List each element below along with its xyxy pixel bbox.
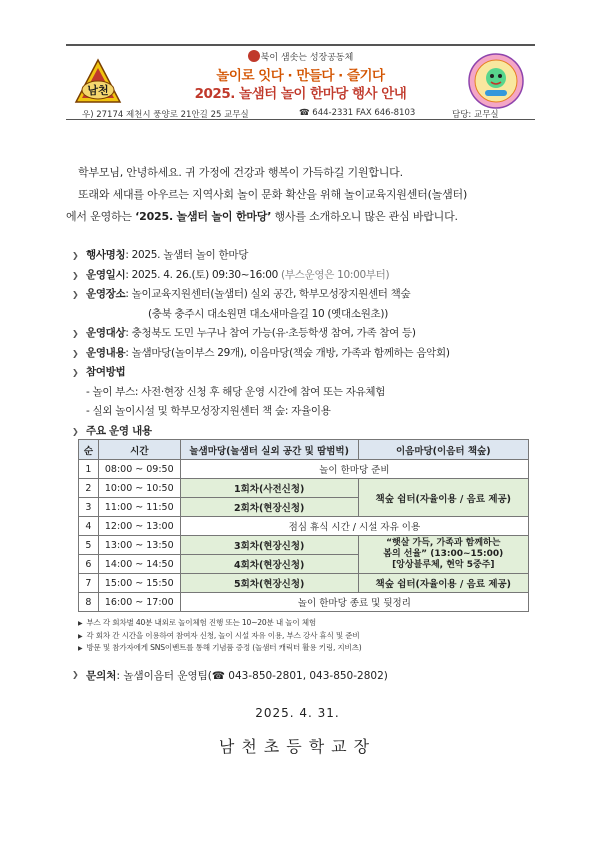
mini-logo-icon — [248, 50, 260, 62]
triangle-icon: ▶ — [78, 645, 83, 652]
detail-content: ❯ 운영내용: 놀샘마당(놀이부스 29개), 이음마당(책숲 개방, 가족과 함께하는 음악회) — [72, 344, 542, 364]
table-cell: 16:00 ~ 17:00 — [98, 593, 180, 612]
note-item: ▶ 부스 각 회차별 40분 내외로 놀이체험 진행 또는 10~20분 내 놀이 체험 — [78, 618, 316, 627]
table-cell: 3 — [79, 498, 99, 517]
table-row — [79, 517, 529, 536]
bullet-icon: ❯ — [72, 426, 79, 436]
table-cell: 6 — [79, 555, 99, 574]
concert-cell: “햇살 가득, 가족과 함께하는 봄의 선율” (13:00~15:00) [앙상블루체, 현악 5중주] — [358, 536, 528, 574]
schedule-table — [78, 439, 529, 612]
table-cell: 1회차(사전신청) — [180, 479, 358, 498]
signer: 남천초등학교장 — [218, 737, 377, 756]
intro-line-2: 또래와 세대를 아우르는 지역사회 놀이 문화 확산을 위해 놀이교육지원센터(놀샘터) — [78, 188, 468, 201]
note-item: ▶ 방문 및 참가자에게 SNS이벤트를 통해 기념품 증정 (놀샘터 캐릭터 활용 키링, 지비츠) — [78, 643, 362, 652]
detail-name: ❯ 행사명칭: 2025. 놀샘터 놀이 한마당 — [72, 246, 542, 266]
detail-schedule: ❯ 주요 운영 내용 — [72, 422, 542, 442]
bullet-icon: ❯ — [72, 368, 79, 377]
note-item: ▶ 각 회차 간 시간을 이용하여 참여자 신청, 놀이 시설 자유 이용, 부스 강사 휴식 및 준비 — [78, 630, 360, 640]
detail-place-address: (충북 충주시 대소원면 대소새마을길 10 (옛대소원초)) — [148, 307, 388, 320]
bullet-icon: ❯ — [72, 329, 79, 338]
triangle-icon: ▶ — [78, 620, 83, 627]
col-header-time: 시간 — [98, 440, 180, 460]
table-cell: 8 — [79, 593, 99, 612]
table-cell: 2회차(현장신청) — [180, 498, 358, 517]
table-cell: 1 — [79, 460, 99, 479]
table-cell: 4회차(현장신청) — [180, 555, 358, 574]
contact-bar — [66, 106, 535, 121]
motto — [66, 50, 535, 63]
table-notes — [78, 617, 529, 655]
inquiry: ❯ 문의처: 놀샘이음터 운영팀(☎ 043-850-2801, 043-850-2802) — [72, 670, 388, 682]
title-text: 놀샘터 놀이 한마당 행사 안내 — [239, 86, 407, 102]
table-row — [79, 593, 529, 612]
table-cell: 책숲 쉼터(자율이용 / 음료 제공) — [358, 574, 528, 593]
method-booth: - 놀이 부스: 사전·현장 신청 후 해당 운영 시간에 참여 또는 자유체험 — [86, 385, 386, 398]
table-cell: 08:00 ~ 09:50 — [98, 460, 180, 479]
table-cell: 2 — [79, 479, 99, 498]
triangle-icon: ▶ — [78, 632, 83, 640]
table-row — [79, 479, 529, 498]
table-row — [79, 536, 529, 555]
event-emblem — [467, 52, 525, 110]
table-row — [79, 460, 529, 479]
col-header-nolsaem: 놀샘마당(놀샘터 실외 공간 및 땀범벅) — [180, 440, 358, 460]
detail-method: ❯ 참여방법 — [72, 363, 542, 383]
bullet-icon: ❯ — [72, 348, 79, 358]
intro — [66, 162, 536, 228]
table-cell: 5회차(현장신청) — [180, 574, 358, 593]
title-year: 2025. — [194, 86, 235, 102]
col-header-ieum: 이음마당(이음터 책숲) — [358, 440, 528, 460]
col-header-no: 순 — [79, 440, 99, 460]
method-facility: - 실외 놀이시설 및 학부모성장지원센터 책 숲: 자율이용 — [86, 405, 331, 417]
table-header-row — [79, 440, 529, 460]
table-cell: 14:00 ~ 14:50 — [98, 555, 180, 574]
bullet-icon: ❯ — [72, 670, 79, 679]
event-name-emphasis: ‘2025. 놀샘터 놀이 한마당’ — [135, 210, 272, 223]
table-cell: 4 — [79, 517, 99, 536]
detail-target: ❯ 운영대상: 충청북도 도민 누구나 참여 가능(유·초등학생 참여, 가족 참여 등) — [72, 324, 542, 344]
issue-date: 2025. 4. 31. — [255, 706, 340, 720]
table-cell: 11:00 ~ 11:50 — [98, 498, 180, 517]
table-cell: 10:00 ~ 10:50 — [98, 479, 180, 498]
table-cell: 책숲 쉼터(자율이용 / 음료 제공) — [358, 479, 528, 517]
school-logo-text: 남천 — [87, 84, 109, 97]
intro-line-1: 학부모님, 안녕하세요. 귀 가정에 건강과 행복이 가득하길 기원합니다. — [78, 166, 403, 179]
table-row — [79, 574, 529, 593]
manager: 담당: 교무실 — [452, 110, 499, 120]
table-cell: 놀이 한마당 준비 — [180, 460, 528, 479]
detail-place: ❯ 운영장소: 놀이교육지원센터(놀샘터) 실외 공간, 학부모성장지원센터 책숲 — [72, 285, 542, 305]
bullet-icon: ❯ — [72, 270, 79, 280]
table-cell: 놀이 한마당 종료 및 뒷정리 — [180, 593, 528, 612]
event-details — [72, 246, 542, 441]
school-phone: ☎ 644-2331 FAX 646-8103 — [299, 108, 416, 118]
bullet-icon: ❯ — [72, 251, 79, 260]
detail-date: ❯ 운영일시: 2025. 4. 26.(토) 09:30~16:00 (부스운영은 10:00부터) — [72, 266, 542, 286]
motto-text: 북이 샘솟는 성장공동체 — [260, 53, 354, 63]
intro-line-3: 에서 운영하는 ‘2025. 놀샘터 놀이 한마당’ 행사를 소개하오니 많은 관심 바랍니다. — [66, 210, 458, 223]
bullet-icon: ❯ — [72, 290, 79, 299]
table-cell: 5 — [79, 536, 99, 555]
table-cell: 점심 휴식 시간 / 시설 자유 이용 — [180, 517, 528, 536]
page-title — [66, 82, 535, 102]
slogan: 놀이로 잇다 · 만들다 · 즐기다 — [216, 68, 385, 84]
table-cell: 7 — [79, 574, 99, 593]
school-address: 우) 27174 제천시 풍양로 21안길 25 교무실 — [82, 110, 249, 120]
table-cell: 15:00 ~ 15:50 — [98, 574, 180, 593]
table-cell: 12:00 ~ 13:00 — [98, 517, 180, 536]
table-cell: 3회차(현장신청) — [180, 536, 358, 555]
table-cell: 13:00 ~ 13:50 — [98, 536, 180, 555]
